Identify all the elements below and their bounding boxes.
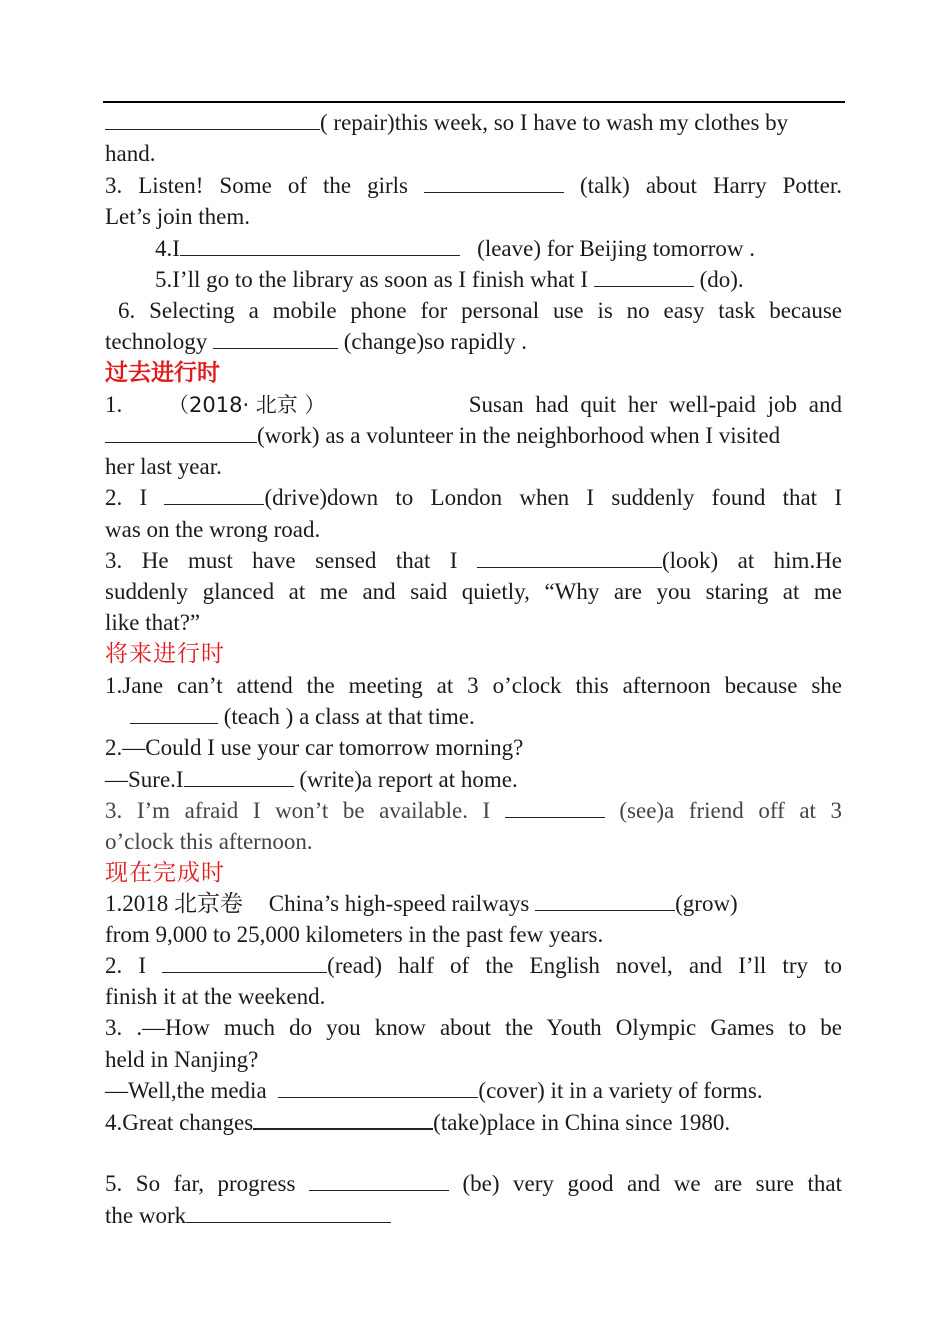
exercise-line: suddenly glanced at me and said quietly, “Why are you staring at me [105,579,842,604]
exercise-line: 5. So far, progress (be) very good and we are sure that [105,1168,842,1199]
exercise-line: 3. I’m afraid I won’t be available. I (see)a friend off at 3 [105,795,842,826]
answer-blank[interactable] [162,950,327,973]
answer-blank[interactable] [186,1200,391,1223]
exercise-line: was on the wrong road. [105,517,321,542]
answer-blank[interactable] [535,888,675,911]
exercise-line: 2. I (read) half of the English novel, and I’ll try to [105,950,842,981]
answer-blank[interactable] [105,420,257,443]
exercise-line: 2.—Could I use your car tomorrow morning? [105,735,524,760]
exercise-line: from 9,000 to 25,000 kilometers in the past few years. [105,922,604,947]
exercise-line: 2. I (drive)down to London when I suddenly found that I [105,482,842,513]
exercise-line: 1.Jane can’t attend the meeting at 3 o’clock this afternoon because she [105,673,842,698]
exercise-line: —Well,the media (cover) it in a variety of forms. [105,1075,842,1106]
answer-blank[interactable] [164,482,264,505]
answer-blank[interactable] [477,545,662,568]
exercise-line: (work) as a volunteer in the neighborhood when I visited [105,420,842,451]
answer-blank[interactable] [278,1075,478,1098]
exercise-line: 5.I’ll go to the library as soon as I finish what I (do). [155,264,815,295]
exercise-line: o’clock this afternoon. [105,829,313,854]
answer-blank[interactable] [505,795,605,818]
section-heading-past-continuous: 过去进行时 [105,360,220,385]
exercise-line: 1.2018 北京卷 China’s high-speed railways (grow) [105,888,842,919]
section-heading-present-perfect: 现在完成时 [105,860,225,885]
exercise-line: hand. [105,141,156,166]
exercise-line: 4.Great changes (take)place in China since 1980. [105,1106,842,1137]
answer-blank[interactable] [594,264,694,287]
exercise-line: technology (change)so rapidly . [105,326,842,357]
exercise-line: 1. （2018· 北京 ） Susan had quit her well-paid job and [105,392,842,417]
exercise-line: 4.I (leave) for Beijing tomorrow . [155,233,795,264]
exercise-line: held in Nanjing? [105,1047,259,1072]
answer-blank[interactable] [309,1168,449,1191]
exercise-line: the work [105,1200,842,1231]
exercise-line: 3. He must have sensed that I (look) at him.He [105,545,842,576]
answer-blank[interactable] [424,170,564,193]
answer-blank[interactable] [105,107,320,130]
exercise-line: finish it at the weekend. [105,984,326,1009]
answer-blank[interactable] [130,701,218,724]
top-rule [103,101,845,103]
exercise-line: like that?” [105,610,201,635]
answer-blank[interactable] [184,764,294,787]
section-heading-future-continuous: 将来进行时 [105,641,225,666]
exercise-line: her last year. [105,454,222,479]
exercise-line: —Sure.I (write)a report at home. [105,764,842,795]
exercise-line: ( repair)this week, so I have to wash my clothes by [105,107,842,138]
answer-blank[interactable] [253,1106,433,1130]
exercise-line: (teach ) a class at that time. [130,701,867,732]
answer-blank[interactable] [213,326,338,349]
exercise-line: 3. Listen! Some of the girls (talk) about Harry Potter. [105,170,842,201]
answer-blank[interactable] [180,233,460,256]
exercise-line: Let’s join them. [105,204,251,229]
exercise-line: 6. Selecting a mobile phone for personal use is no easy task because [118,298,842,323]
exercise-line: 3. .—How much do you know about the Youth Olympic Games to be [105,1015,842,1040]
